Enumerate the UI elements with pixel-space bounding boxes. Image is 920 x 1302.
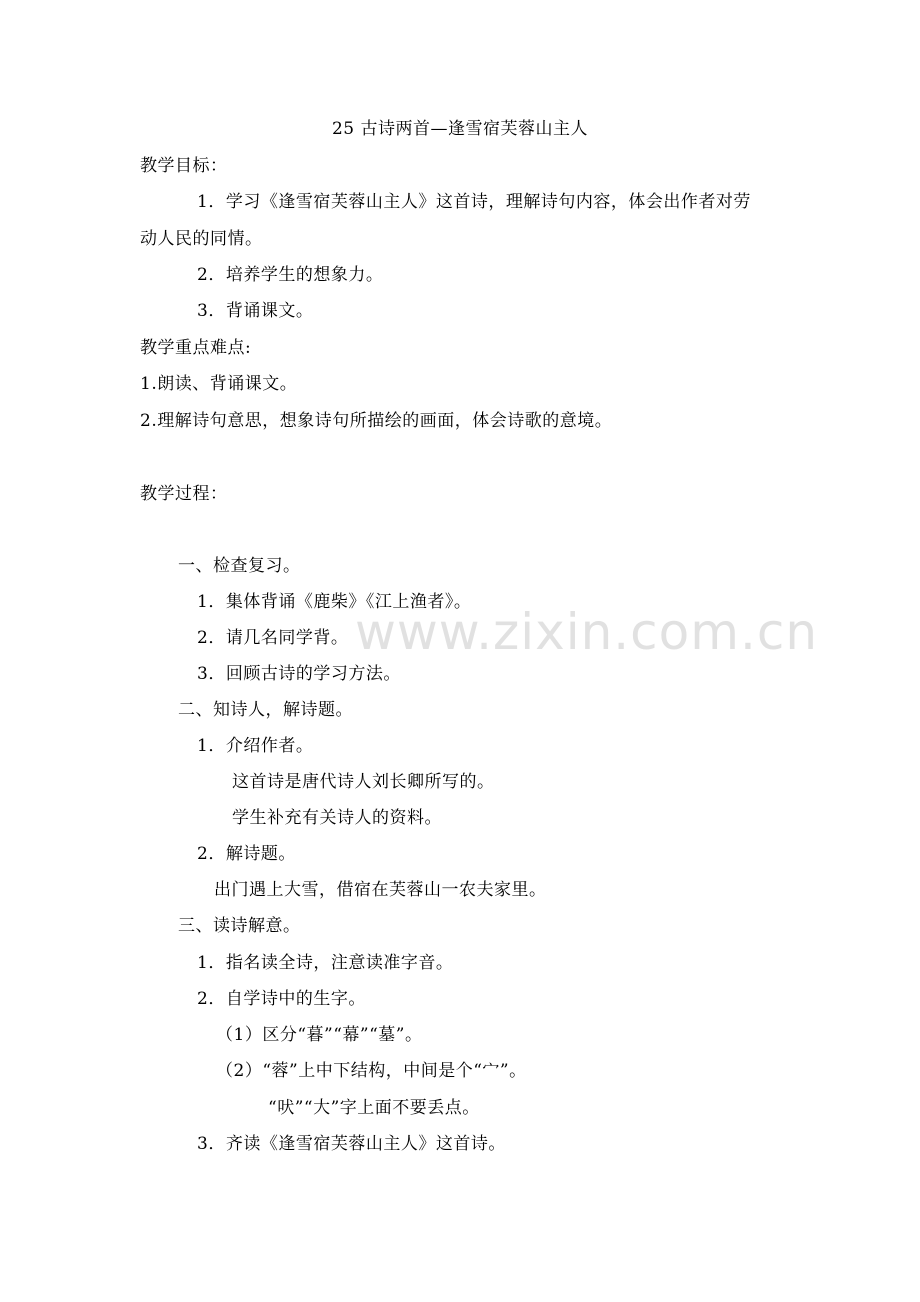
section-1-item-1: 1．集体背诵《鹿柴》《江上渔者》。 <box>197 592 472 612</box>
document-title: 25 古诗两首—逢雪宿芙蓉山主人 <box>331 119 589 139</box>
section-3-item-1: 1．指名读全诗，注意读准字音。 <box>197 953 454 973</box>
section-3-item-2-sub-1: （1）区分“暮”“幕”“墓”。 <box>216 1025 423 1045</box>
section-2-item-1-text-1: 这首诗是唐代诗人刘长卿所写的。 <box>232 772 495 792</box>
objective-item-1-line-2: 动人民的同情。 <box>140 229 263 249</box>
objectives-heading: 教学目标： <box>140 156 228 176</box>
section-2-item-2-text: 出门遇上大雪，借宿在芙蓉山一农夫家里。 <box>214 880 547 900</box>
section-2-item-2: 2．解诗题。 <box>197 844 296 864</box>
process-heading: 教学过程： <box>140 484 228 504</box>
section-3-item-3: 3．齐读《逢雪宿芙蓉山主人》这首诗。 <box>197 1134 506 1154</box>
key-point-item-1: 1.朗读、背诵课文。 <box>140 374 298 394</box>
key-points-heading: 教学重点难点: <box>140 338 252 358</box>
section-3-heading: 三、读诗解意。 <box>178 916 301 936</box>
section-3-item-2: 2．自学诗中的生字。 <box>197 989 366 1009</box>
section-2-heading: 二、知诗人，解诗题。 <box>178 700 353 720</box>
section-1-item-3: 3．回顾古诗的学习方法。 <box>197 664 401 684</box>
section-1-item-2: 2．请几名同学背。 <box>197 628 349 648</box>
section-3-item-2-sub-2: （2）“蓉”上中下结构，中间是个“宀”。 <box>216 1061 527 1081</box>
section-2-item-1-text-2: 学生补充有关诗人的资料。 <box>232 808 442 828</box>
objective-item-3: 3．背诵课文。 <box>197 301 314 321</box>
section-1-heading: 一、检查复习。 <box>178 556 301 576</box>
objective-item-2: 2．培养学生的想象力。 <box>197 265 384 285</box>
objective-item-1-line-1: 1．学习《逢雪宿芙蓉山主人》这首诗，理解诗句内容，体会出作者对劳 <box>197 192 751 212</box>
watermark: www.zixin.com.cn <box>355 603 819 661</box>
section-3-item-2-sub-3: “吠”“大”字上面不要丢点。 <box>268 1098 480 1118</box>
key-point-item-2: 2.理解诗句意思，想象诗句所描绘的画面，体会诗歌的意境。 <box>140 411 613 431</box>
section-2-item-1: 1．介绍作者。 <box>197 736 314 756</box>
